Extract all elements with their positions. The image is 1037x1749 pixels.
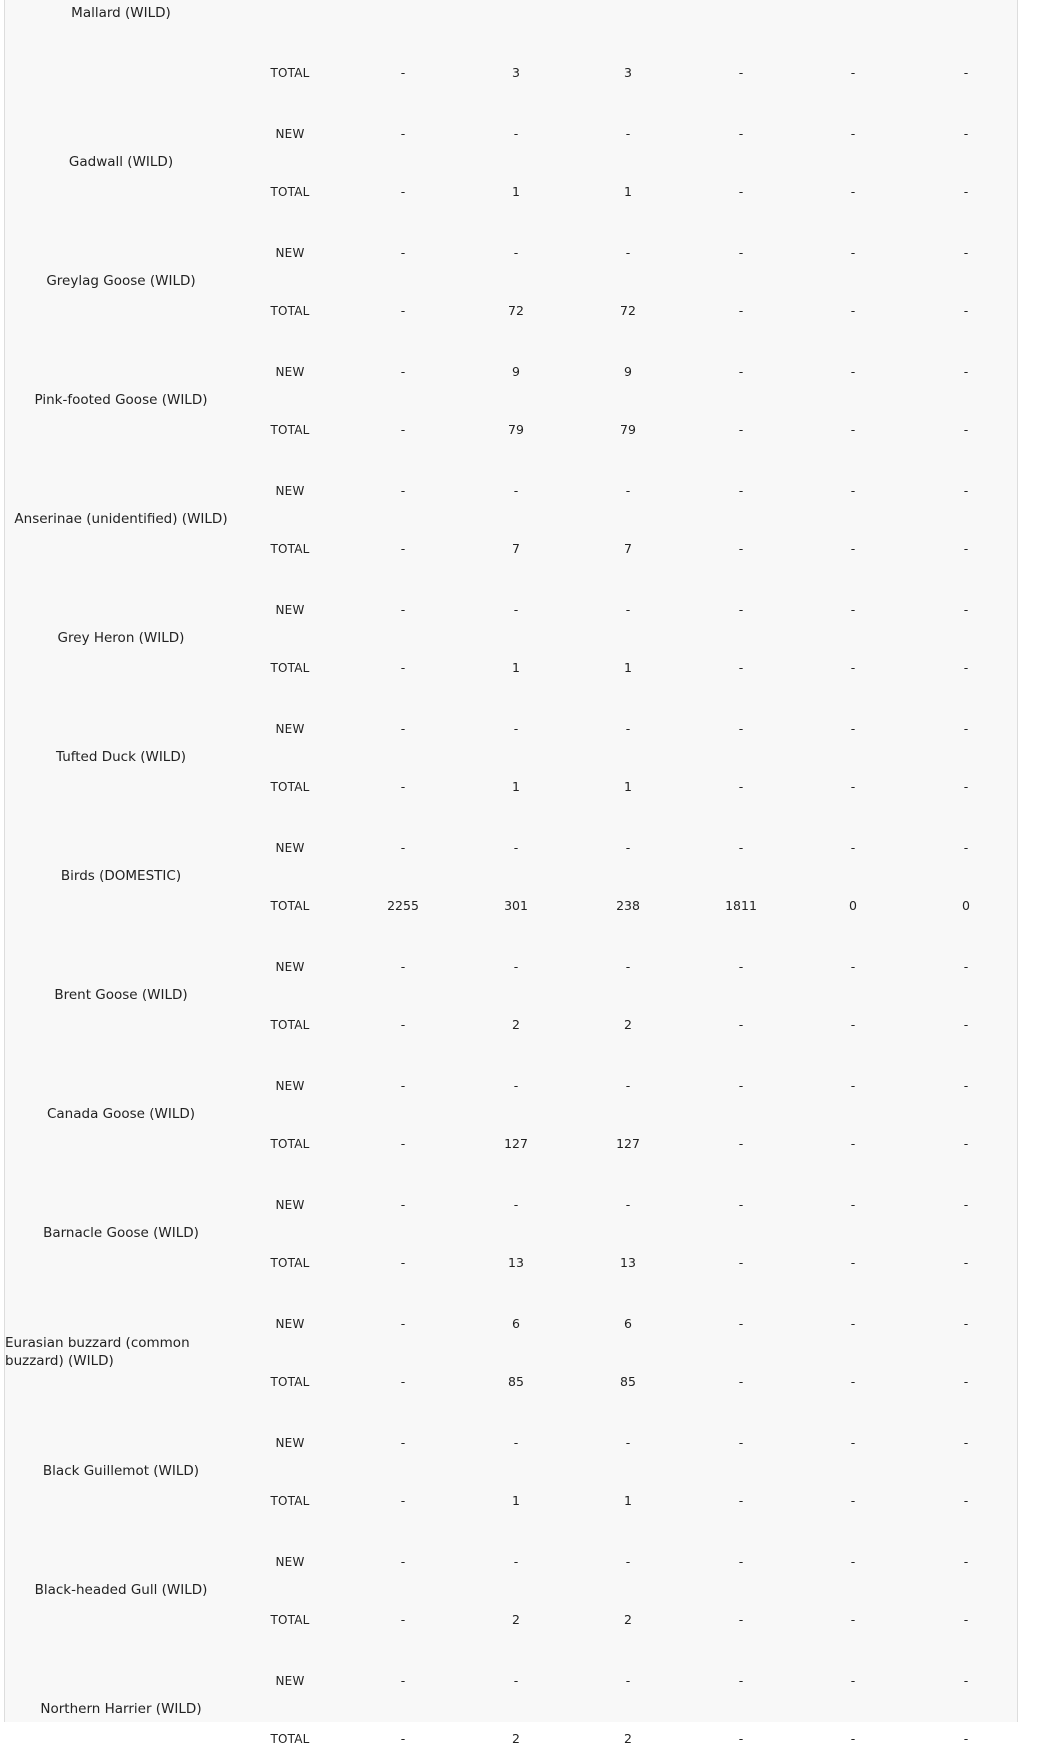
new-value-col-2: - (513, 1078, 519, 1093)
new-value-col-2: - (513, 1435, 519, 1450)
new-label: NEW (275, 1079, 305, 1093)
total-value-col-6: - (963, 422, 969, 437)
new-value-col-4: - (738, 1197, 744, 1212)
total-value-col-6: - (963, 1136, 969, 1151)
new-row (5, 362, 1019, 382)
total-value-col-1: - (400, 1374, 406, 1389)
new-value-col-6: - (963, 245, 969, 260)
total-label: TOTAL (270, 542, 310, 556)
new-value-col-3: - (625, 1078, 631, 1093)
total-label: TOTAL (270, 780, 310, 794)
new-value-col-5: - (850, 364, 856, 379)
new-row (5, 1552, 1019, 1572)
new-value-col-6: - (963, 1078, 969, 1093)
new-value-col-6: - (963, 1435, 969, 1450)
species-name: Birds (DOMESTIC) (60, 868, 182, 884)
total-value-col-5: - (850, 779, 856, 794)
species-name: Barnacle Goose (WILD) (43, 1225, 199, 1241)
new-label: NEW (275, 960, 305, 974)
total-value-col-1: 2255 (387, 898, 419, 913)
new-value-col-1: - (400, 483, 406, 498)
total-value-col-3: 1 (624, 660, 632, 675)
new-value-col-2: - (513, 126, 519, 141)
total-value-col-2: 3 (512, 65, 520, 80)
new-value-col-6: - (963, 1316, 969, 1331)
new-value-col-3: 9 (624, 364, 632, 379)
new-row (5, 1195, 1019, 1215)
total-value-col-2: 2 (512, 1612, 520, 1627)
total-value-col-6: - (963, 65, 969, 80)
new-value-col-1: - (400, 602, 406, 617)
total-value-col-2: 2 (512, 1731, 520, 1746)
species-name: Anserinae (unidentified) (WILD) (14, 511, 228, 527)
new-value-col-3: - (625, 721, 631, 736)
species-name: Tufted Duck (WILD) (56, 749, 186, 765)
total-value-col-1: - (400, 65, 406, 80)
new-value-col-2: - (513, 1673, 519, 1688)
total-row (5, 1015, 1019, 1035)
total-value-col-1: - (400, 1136, 406, 1151)
total-row (5, 1729, 1019, 1749)
new-row (5, 481, 1019, 501)
new-value-col-2: - (513, 959, 519, 974)
new-value-col-4: - (738, 483, 744, 498)
new-label: NEW (275, 365, 305, 379)
total-value-col-1: - (400, 1017, 406, 1032)
new-value-col-5: - (850, 840, 856, 855)
new-label: NEW (275, 1555, 305, 1569)
new-label: NEW (275, 1674, 305, 1688)
species-name: Northern Harrier (WILD) (40, 1701, 202, 1717)
new-value-col-3: - (625, 245, 631, 260)
total-value-col-5: - (850, 1136, 856, 1151)
new-row (5, 957, 1019, 977)
total-value-col-4: - (738, 1255, 744, 1270)
total-row (5, 1253, 1019, 1273)
total-value-col-1: - (400, 1612, 406, 1627)
new-value-col-5: - (850, 959, 856, 974)
total-row (5, 896, 1019, 916)
new-value-col-2: 9 (512, 364, 520, 379)
total-value-col-2: 2 (512, 1017, 520, 1032)
total-value-col-4: - (738, 184, 744, 199)
total-label: TOTAL (270, 1256, 310, 1270)
total-value-col-2: 301 (504, 898, 528, 913)
total-value-col-3: 238 (616, 898, 640, 913)
total-row (5, 420, 1019, 440)
total-value-col-6: - (963, 779, 969, 794)
total-value-col-3: 3 (624, 65, 632, 80)
new-value-col-1: - (400, 1316, 406, 1331)
species-name: Gadwall (WILD) (68, 154, 174, 170)
new-value-col-2: 6 (512, 1316, 520, 1331)
new-label: NEW (275, 841, 305, 855)
total-value-col-6: - (963, 1493, 969, 1508)
total-value-col-5: - (850, 1612, 856, 1627)
new-value-col-3: - (625, 483, 631, 498)
new-value-col-6: - (963, 959, 969, 974)
total-value-col-5: - (850, 1374, 856, 1389)
total-value-col-1: - (400, 184, 406, 199)
species-name: Pink-footed Goose (WILD) (34, 392, 208, 408)
total-value-col-3: 1 (624, 779, 632, 794)
new-value-col-2: - (513, 840, 519, 855)
new-label: NEW (275, 1198, 305, 1212)
new-row (5, 838, 1019, 858)
total-value-col-3: 127 (616, 1136, 640, 1151)
total-value-col-4: 1811 (725, 898, 757, 913)
new-value-col-5: - (850, 1673, 856, 1688)
new-value-col-6: - (963, 126, 969, 141)
species-name: Black-headed Gull (WILD) (34, 1582, 208, 1598)
total-value-col-4: - (738, 541, 744, 556)
total-row (5, 1134, 1019, 1154)
total-row (5, 658, 1019, 678)
total-value-col-2: 1 (512, 660, 520, 675)
new-label: NEW (275, 246, 305, 260)
new-value-col-5: - (850, 721, 856, 736)
new-value-col-5: - (850, 483, 856, 498)
total-value-col-5: - (850, 541, 856, 556)
total-value-col-6: - (963, 1017, 969, 1032)
total-value-col-3: 2 (624, 1731, 632, 1746)
total-value-col-3: 7 (624, 541, 632, 556)
total-value-col-1: - (400, 303, 406, 318)
new-value-col-3: 6 (624, 1316, 632, 1331)
new-value-col-5: - (850, 1316, 856, 1331)
total-value-col-1: - (400, 1731, 406, 1746)
total-value-col-1: - (400, 1255, 406, 1270)
new-row (5, 719, 1019, 739)
new-value-col-1: - (400, 1554, 406, 1569)
total-row (5, 301, 1019, 321)
new-value-col-1: - (400, 1078, 406, 1093)
total-value-col-5: - (850, 422, 856, 437)
new-value-col-2: - (513, 483, 519, 498)
total-value-col-2: 72 (508, 303, 524, 318)
total-row (5, 539, 1019, 559)
new-value-col-2: - (513, 1554, 519, 1569)
new-row (5, 1433, 1019, 1453)
species-name: Eurasian buzzard (common buzzard) (WILD) (5, 1335, 190, 1369)
new-row (5, 600, 1019, 620)
total-label: TOTAL (270, 185, 310, 199)
new-value-col-5: - (850, 1435, 856, 1450)
new-value-col-4: - (738, 126, 744, 141)
species-name: Grey Heron (WILD) (57, 630, 185, 646)
total-value-col-4: - (738, 1136, 744, 1151)
new-value-col-6: - (963, 602, 969, 617)
new-value-col-2: - (513, 602, 519, 617)
total-value-col-6: - (963, 1374, 969, 1389)
new-value-col-3: - (625, 602, 631, 617)
new-value-col-5: - (850, 1078, 856, 1093)
new-value-col-4: - (738, 1554, 744, 1569)
total-value-col-4: - (738, 65, 744, 80)
new-value-col-3: - (625, 1197, 631, 1212)
total-row (5, 1610, 1019, 1630)
total-label: TOTAL (270, 1613, 310, 1627)
new-label: NEW (275, 722, 305, 736)
total-row (5, 182, 1019, 202)
total-value-col-6: - (963, 303, 969, 318)
total-value-col-6: - (963, 1612, 969, 1627)
new-value-col-5: - (850, 245, 856, 260)
new-value-col-1: - (400, 126, 406, 141)
total-row (5, 777, 1019, 797)
total-value-col-5: - (850, 1255, 856, 1270)
total-value-col-3: 2 (624, 1612, 632, 1627)
total-label: TOTAL (270, 1494, 310, 1508)
total-value-col-5: - (850, 1017, 856, 1032)
total-value-col-6: - (963, 1731, 969, 1746)
new-value-col-1: - (400, 840, 406, 855)
total-label: TOTAL (270, 661, 310, 675)
total-value-col-4: - (738, 1612, 744, 1627)
new-value-col-1: - (400, 1197, 406, 1212)
total-value-col-4: - (738, 660, 744, 675)
total-value-col-1: - (400, 660, 406, 675)
total-value-col-6: - (963, 1255, 969, 1270)
total-value-col-5: 0 (849, 898, 857, 913)
total-label: TOTAL (270, 899, 310, 913)
total-value-col-5: - (850, 65, 856, 80)
new-value-col-1: - (400, 1673, 406, 1688)
total-value-col-6: - (963, 541, 969, 556)
species-name: Canada Goose (WILD) (46, 1106, 196, 1122)
total-row (5, 63, 1019, 83)
total-value-col-1: - (400, 779, 406, 794)
new-value-col-4: - (738, 721, 744, 736)
total-value-col-4: - (738, 1731, 744, 1746)
total-value-col-1: - (400, 541, 406, 556)
outbreak-table (4, 0, 1018, 1746)
total-label: TOTAL (270, 304, 310, 318)
total-row (5, 1491, 1019, 1511)
new-value-col-6: - (963, 1673, 969, 1688)
new-value-col-1: - (400, 1435, 406, 1450)
total-value-col-2: 1 (512, 184, 520, 199)
new-value-col-5: - (850, 1554, 856, 1569)
new-row (5, 1314, 1019, 1334)
new-value-col-3: - (625, 1435, 631, 1450)
new-value-col-6: - (963, 364, 969, 379)
total-value-col-2: 85 (508, 1374, 524, 1389)
total-value-col-3: 79 (620, 422, 636, 437)
new-value-col-4: - (738, 959, 744, 974)
total-value-col-3: 2 (624, 1017, 632, 1032)
total-value-col-2: 79 (508, 422, 524, 437)
new-row (5, 124, 1019, 144)
new-value-col-5: - (850, 126, 856, 141)
total-value-col-2: 7 (512, 541, 520, 556)
total-value-col-3: 1 (624, 1493, 632, 1508)
total-value-col-4: - (738, 1374, 744, 1389)
total-value-col-5: - (850, 1493, 856, 1508)
new-label: NEW (275, 603, 305, 617)
total-value-col-6: 0 (962, 898, 970, 913)
species-name: Brent Goose (WILD) (54, 987, 188, 1003)
total-value-col-5: - (850, 303, 856, 318)
total-label: TOTAL (270, 423, 310, 437)
new-value-col-4: - (738, 840, 744, 855)
new-value-col-4: - (738, 1078, 744, 1093)
new-value-col-2: - (513, 721, 519, 736)
total-value-col-6: - (963, 660, 969, 675)
total-value-col-4: - (738, 422, 744, 437)
new-value-col-1: - (400, 721, 406, 736)
total-value-col-2: 127 (504, 1136, 528, 1151)
new-value-col-4: - (738, 1673, 744, 1688)
new-value-col-6: - (963, 483, 969, 498)
species-name: Mallard (WILD) (71, 5, 171, 21)
new-value-col-2: - (513, 245, 519, 260)
new-value-col-2: - (513, 1197, 519, 1212)
total-value-col-3: 1 (624, 184, 632, 199)
new-value-col-1: - (400, 245, 406, 260)
total-value-col-2: 13 (508, 1255, 524, 1270)
new-value-col-3: - (625, 1554, 631, 1569)
new-value-col-1: - (400, 959, 406, 974)
new-value-col-5: - (850, 1197, 856, 1212)
new-value-col-4: - (738, 245, 744, 260)
total-row (5, 1372, 1019, 1392)
total-value-col-3: 85 (620, 1374, 636, 1389)
total-value-col-6: - (963, 184, 969, 199)
new-value-col-6: - (963, 1197, 969, 1212)
total-label: TOTAL (270, 66, 310, 80)
total-label: TOTAL (270, 1375, 310, 1389)
new-row (5, 1076, 1019, 1096)
total-value-col-5: - (850, 660, 856, 675)
species-name: Black Guillemot (WILD) (42, 1463, 200, 1479)
species-name: Greylag Goose (WILD) (46, 273, 196, 289)
total-label: TOTAL (270, 1732, 310, 1746)
total-value-col-4: - (738, 1493, 744, 1508)
total-label: TOTAL (270, 1137, 310, 1151)
new-value-col-4: - (738, 1316, 744, 1331)
new-value-col-1: - (400, 364, 406, 379)
new-value-col-6: - (963, 1554, 969, 1569)
total-value-col-2: 1 (512, 1493, 520, 1508)
new-value-col-4: - (738, 1435, 744, 1450)
new-label: NEW (275, 484, 305, 498)
new-value-col-5: - (850, 602, 856, 617)
new-label: NEW (275, 127, 305, 141)
total-value-col-1: - (400, 422, 406, 437)
total-value-col-3: 72 (620, 303, 636, 318)
new-row (5, 1671, 1019, 1691)
new-value-col-3: - (625, 126, 631, 141)
total-value-col-4: - (738, 779, 744, 794)
total-value-col-5: - (850, 1731, 856, 1746)
new-value-col-6: - (963, 840, 969, 855)
total-value-col-5: - (850, 184, 856, 199)
new-value-col-3: - (625, 1673, 631, 1688)
new-row (5, 243, 1019, 263)
new-value-col-4: - (738, 602, 744, 617)
new-value-col-6: - (963, 721, 969, 736)
new-value-col-4: - (738, 364, 744, 379)
total-value-col-3: 13 (620, 1255, 636, 1270)
new-label: NEW (275, 1317, 305, 1331)
total-value-col-1: - (400, 1493, 406, 1508)
new-value-col-3: - (625, 840, 631, 855)
total-label: TOTAL (270, 1018, 310, 1032)
total-value-col-2: 1 (512, 779, 520, 794)
new-label: NEW (275, 1436, 305, 1450)
new-value-col-3: - (625, 959, 631, 974)
total-value-col-4: - (738, 1017, 744, 1032)
total-value-col-4: - (738, 303, 744, 318)
